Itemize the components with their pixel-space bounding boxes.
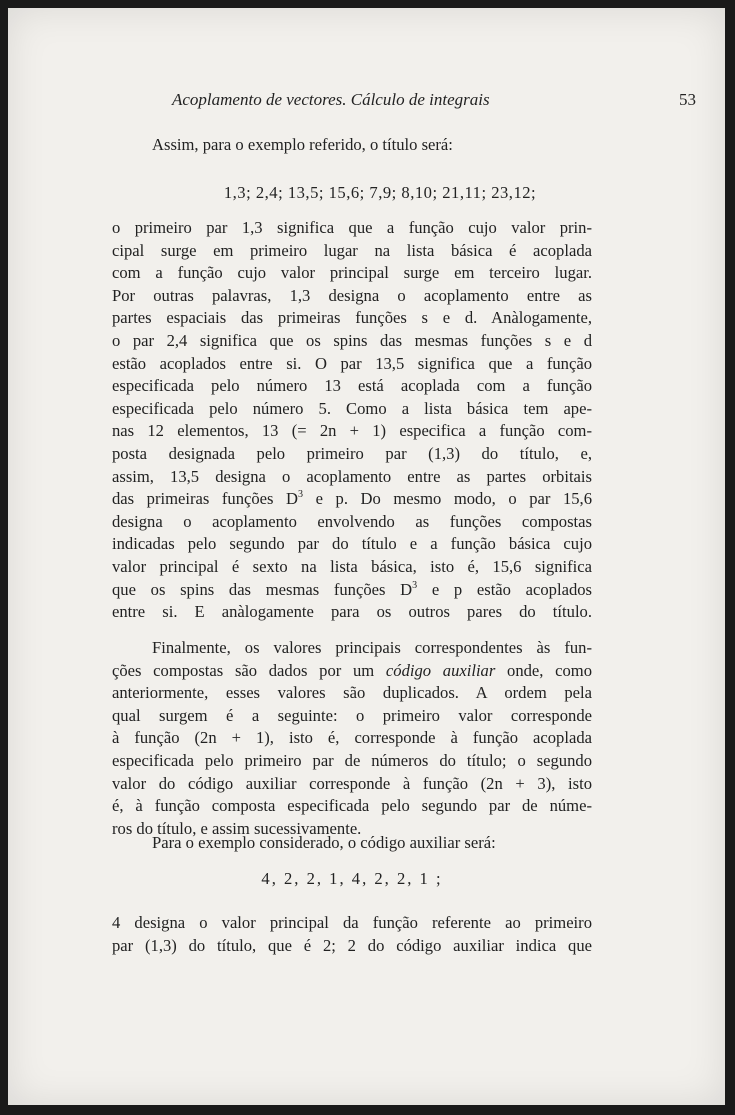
text-fragment: e p estão acoplados	[417, 579, 593, 599]
text-line: partes espaciais das primeiras funções s e d. Anàlogamente,	[112, 308, 592, 328]
text-line: cipal surge em primeiro lugar na lista básica é acoplada	[112, 240, 592, 260]
text-line: 4 designa o valor principal da função referente ao primeiro	[112, 913, 592, 932]
text-line: à função (2n + 1), isto é, corresponde à função acoplada	[112, 728, 592, 748]
text-fragment: das primeiras funções D	[112, 489, 299, 509]
text-line: especificada pelo número 5. Como a lista básica tem ape-	[112, 398, 592, 418]
text-line: posta designada pelo primeiro par (1,3) do título, e,	[112, 443, 592, 463]
text-line	[112, 660, 592, 683]
text-line: Finalmente, os valores principais correspondentes às fun-	[152, 638, 592, 657]
text-line: entre si. E anàlogamente para os outros pares do título.	[112, 602, 592, 622]
text-line: nas 12 elementos, 13 (= 2n + 1) especifica a função com-	[112, 421, 592, 441]
title-sequence: 1,3; 2,4; 13,5; 15,6; 7,9; 8,10; 21,11; 23,12;	[223, 183, 537, 202]
paragraph-1	[112, 217, 592, 624]
text-line: valor principal é sexto na lista básica, isto é, 15,6 significa	[112, 556, 592, 576]
paragraph-3: Para o exemplo considerado, o código auxiliar será:	[152, 833, 496, 852]
text-line: valor do código auxiliar corresponde à função (2n + 3), isto	[112, 773, 592, 793]
text-line: ros do título, e assim sucessivamente.	[112, 818, 362, 838]
text-line	[112, 488, 592, 511]
text-line: especificada pelo número 13 está acoplada com a função	[112, 376, 592, 396]
text-line: qual surgem é a seguinte: o primeiro valor corresponde	[112, 705, 592, 725]
intro-sentence: Assim, para o exemplo referido, o título será:	[152, 135, 453, 154]
superscript: 3	[412, 579, 418, 591]
text-line	[112, 579, 592, 602]
book-page	[8, 8, 725, 1105]
paragraph-2	[112, 637, 592, 840]
text-line: com a função cujo valor principal surge em terceiro lugar.	[112, 263, 592, 283]
text-line: indicadas pelo segundo par do título e a função básica cujo	[112, 534, 592, 554]
text-line: anteriormente, esses valores são duplicados. A ordem pela	[112, 683, 592, 703]
text-line: par (1,3) do título, que é 2; 2 do código auxiliar indica que	[112, 935, 592, 955]
text-line: o primeiro par 1,3 significa que a função cujo valor prin-	[112, 218, 592, 237]
text-line: especificada pelo primeiro par de números do título; o segundo	[112, 750, 592, 770]
text-line: é, à função composta especificada pelo segundo par de núme-	[112, 796, 592, 816]
text-fragment: ções compostas são dados por um	[112, 660, 386, 680]
running-title: Acoplamento de vectores. Cálculo de integrais	[172, 90, 490, 109]
text-fragment: que os spins das mesmas funções D	[112, 579, 413, 599]
text-line: assim, 13,5 designa o acoplamento entre as partes orbitais	[112, 466, 592, 486]
text-fragment: onde, como	[495, 660, 592, 680]
text-line: designa o acoplamento envolvendo as funções compostas	[112, 511, 592, 531]
italic-term: código auxiliar	[385, 660, 496, 680]
page-number: 53	[679, 90, 696, 109]
text-fragment: e p. Do mesmo modo, o par 15,6	[303, 489, 592, 509]
superscript: 3	[298, 489, 304, 501]
code-sequence: 4, 2, 2, 1, 4, 2, 2, 1 ;	[261, 869, 443, 888]
text-line: o par 2,4 significa que os spins das mesmas funções s e d	[112, 330, 592, 350]
text-line: estão acoplados entre si. O par 13,5 significa que a função	[112, 353, 592, 373]
text-line: Por outras palavras, 1,3 designa o acoplamento entre as	[112, 285, 592, 305]
paragraph-4	[112, 912, 592, 957]
